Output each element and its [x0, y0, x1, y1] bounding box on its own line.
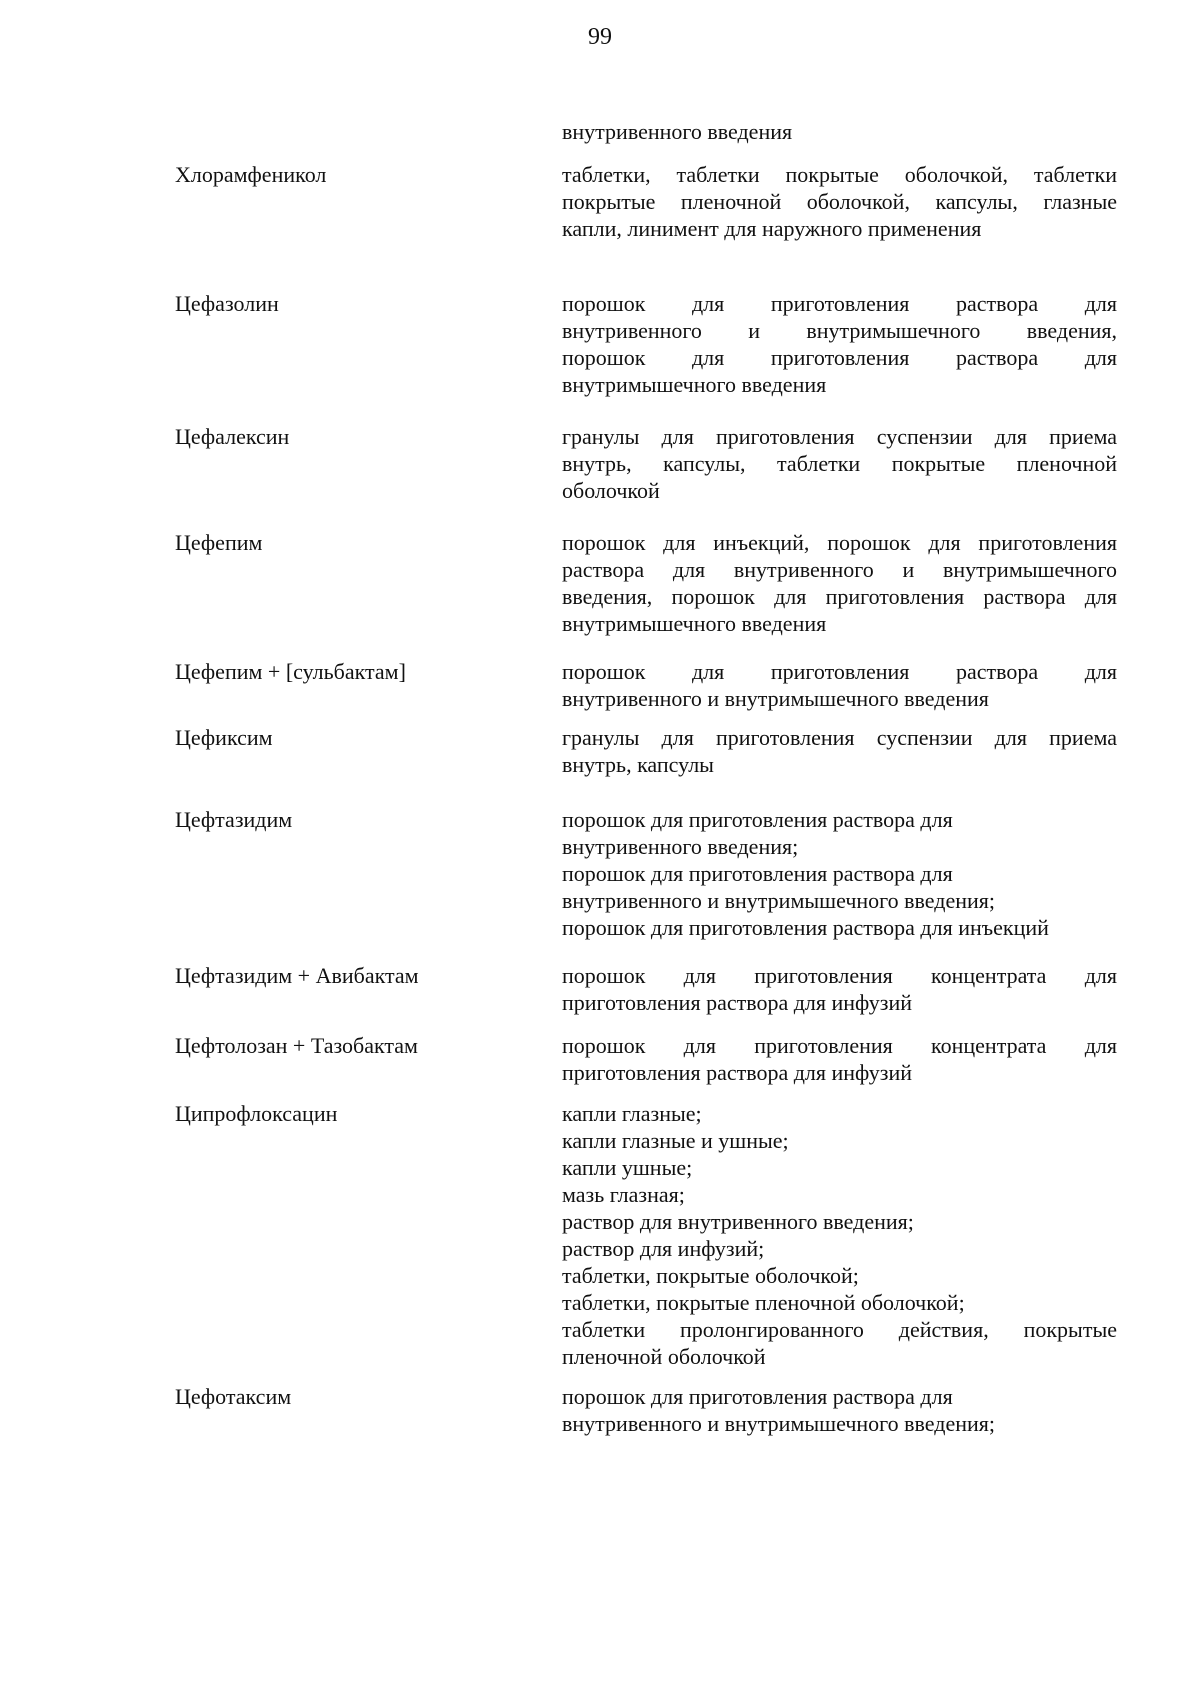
drug-name: Цефотаксим [175, 1384, 292, 1409]
dosage-forms [562, 529, 1117, 637]
dosage-form-line: порошок для инъекций, порошок для приготовления [562, 530, 1117, 555]
dosage-form-line: порошок для приготовления раствора для [562, 861, 953, 886]
dosage-form-line: порошок для приготовления концентрата для [562, 1033, 1117, 1058]
dosage-forms [562, 161, 1117, 242]
drug-name: Цефазолин [175, 291, 279, 316]
dosage-form-line: приготовления раствора для инфузий [562, 1060, 912, 1085]
dosage-forms [562, 806, 1117, 941]
dosage-form-line: приготовления раствора для инфузий [562, 990, 912, 1015]
drug-name: Ципрофлоксацин [175, 1101, 338, 1126]
drug-name: Цефиксим [175, 725, 273, 750]
dosage-form-line: внутривенного введения; [562, 834, 799, 859]
dosage-form-line: порошок для приготовления раствора для [562, 659, 1117, 684]
dosage-form-line: капли, линимент для наружного применения [562, 216, 982, 241]
dosage-form-line: гранулы для приготовления суспензии для приема [562, 725, 1117, 750]
dosage-form-line: внутривенного и внутримышечного введения; [562, 888, 995, 913]
page-number: 99 [588, 24, 612, 50]
dosage-form-line: пленочной оболочкой [562, 1344, 766, 1369]
dosage-form-line: внутрь, капсулы [562, 752, 714, 777]
dosage-forms [562, 962, 1117, 1016]
dosage-form-line: покрытые пленочной оболочкой, капсулы, глазные [562, 189, 1117, 214]
dosage-forms [562, 290, 1117, 398]
dosage-form-line: порошок для приготовления раствора для [562, 1384, 953, 1409]
dosage-form-line: порошок для приготовления концентрата для [562, 963, 1117, 988]
dosage-form-line: мазь глазная; [562, 1182, 685, 1207]
dosage-form-line: раствор для внутривенного введения; [562, 1209, 914, 1234]
dosage-form-line: капли глазные и ушные; [562, 1128, 789, 1153]
drug-name: Цефтазидим + Авибактам [175, 963, 419, 988]
dosage-form-line: капли ушные; [562, 1155, 693, 1180]
drug-name: Цефтолозан + Тазобактам [175, 1033, 418, 1058]
drug-name: Цефалексин [175, 424, 290, 449]
dosage-forms [562, 1100, 1117, 1370]
dosage-form-line: таблетки пролонгированного действия, покрытые [562, 1317, 1117, 1342]
dosage-form-line: таблетки, таблетки покрытые оболочкой, таблетки [562, 162, 1117, 187]
dosage-form-line: внутрь, капсулы, таблетки покрытые пленочной [562, 451, 1117, 476]
drug-name: Цефепим [175, 530, 263, 555]
dosage-forms [562, 423, 1117, 504]
dosage-form-line: внутривенного введения [562, 119, 793, 144]
dosage-forms [562, 658, 1117, 712]
dosage-form-line: раствор для инфузий; [562, 1236, 765, 1261]
dosage-form-line: таблетки, покрытые оболочкой; [562, 1263, 859, 1288]
dosage-form-line: внутривенного и внутримышечного введения; [562, 1411, 995, 1436]
drug-name: Хлорамфеникол [175, 162, 327, 187]
dosage-form-line: раствора для внутривенного и внутримышечного [562, 557, 1117, 582]
dosage-forms [562, 724, 1117, 778]
dosage-forms [562, 1383, 1117, 1437]
dosage-forms [562, 118, 1117, 145]
drug-name: Цефепим + [сульбактам] [175, 659, 406, 684]
dosage-form-line: капли глазные; [562, 1101, 702, 1126]
dosage-form-line: введения, порошок для приготовления раствора для [562, 584, 1117, 609]
drug-name: Цефтазидим [175, 807, 293, 832]
dosage-form-line: внутримышечного введения [562, 372, 827, 397]
dosage-form-line: гранулы для приготовления суспензии для приема [562, 424, 1117, 449]
dosage-form-line: порошок для приготовления раствора для инъекций [562, 915, 1049, 940]
dosage-form-line: внутривенного и внутримышечного введения, [562, 318, 1117, 343]
dosage-forms [562, 1032, 1117, 1086]
dosage-form-line: внутривенного и внутримышечного введения [562, 686, 989, 711]
dosage-form-line: оболочкой [562, 478, 660, 503]
dosage-form-line: порошок для приготовления раствора для [562, 807, 953, 832]
dosage-form-line: порошок для приготовления раствора для [562, 291, 1117, 316]
dosage-form-line: внутримышечного введения [562, 611, 827, 636]
dosage-form-line: таблетки, покрытые пленочной оболочкой; [562, 1290, 965, 1315]
dosage-form-line: порошок для приготовления раствора для [562, 345, 1117, 370]
